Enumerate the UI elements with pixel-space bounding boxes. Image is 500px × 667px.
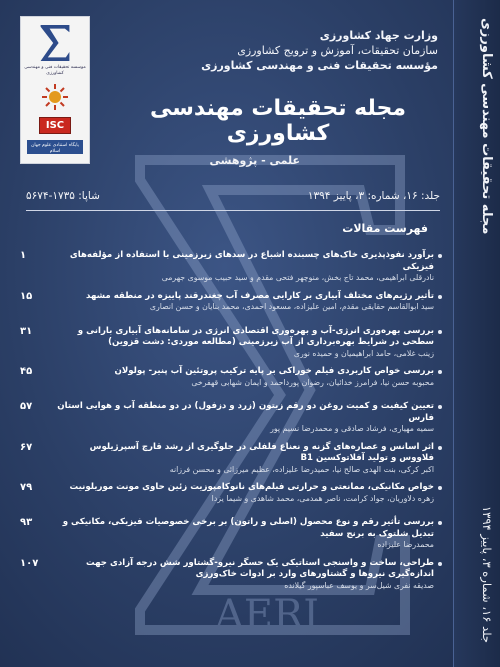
spine-issue: جلد ۱۶، شماره ۳، پاییز ۱۳۹۴ [480,505,494,643]
article-page: ۱۵ [20,290,33,302]
bullet-icon [438,330,442,334]
article-item [20,517,442,551]
article-page: ۹۳ [20,517,33,528]
article-page: ۱۰۷ [20,557,39,569]
article-title: بررسی تأثیر رقم و نوع محصول (اصلی و راتون) بر برخی خصوصیات فیزیکی، مکانیکی و تبدیل شلتوک به برنج سفید [62,517,434,539]
article-page: ۳۱ [20,325,33,337]
publisher-header [98,28,438,73]
article-authors: زینب غلامی، حامد ابراهیمیان و حمیده نوری [293,348,434,358]
article-item [20,250,442,284]
institute-name: موسسه تحقیقات فنی و مهندسی کشاورزی [24,65,86,76]
bullet-icon [438,521,442,525]
spine-title: مجله تحقیقات مهندسی کشاورزی [479,18,494,235]
bullet-icon [438,295,442,299]
isc-logo: ISC [39,117,71,134]
watermark-text: AERI [215,592,320,638]
article-title: خواص مکانیکی، ممانعتی و حرارتی فیلم‌های نانوکامپوزیت زئین حاوی مونت موریلونیت [69,482,434,492]
issue-row [26,190,440,206]
bullet-icon [438,370,442,374]
article-authors: نادرقلی ابراهیمی، محمد تاج بخش، منوچهر فتحی مقدم و سید حبیب موسوی جهرمی [161,273,434,282]
article-item [20,558,442,592]
bullet-icon [438,254,442,258]
institute-title: مؤسسه تحقیقات فنی و مهندسی کشاورزی [201,59,438,72]
sun-emblem-icon [41,83,69,111]
article-authors: محمدرضا علیزاده [377,540,434,549]
organization-name: سازمان تحقیقات، آموزش و ترویج کشاورزی [237,44,438,57]
article-title: برآورد نفوذپذیری خاک‌های چسبنده اشباع در سدهای زیرزمینی با استفاده از مؤلفه‌های فیزیکی [69,250,434,272]
article-page: ۵۷ [20,401,33,412]
article-item [20,482,442,510]
toc-title: فهرست مقالات [342,222,428,235]
article-title: بررسی بهره‌وری انرژی-آب و بهره‌وری اقتصادی انرژی در سامانه‌های آبیاری بارانی و سطحی در شرایط بهره‌برداری از آب زیرزمینی (مطالعه موردی: دشت قزوین) [77,325,434,347]
bullet-icon [438,486,442,490]
article-authors: زهره دلاوریان، جواد کرامت، ناصر همدمی، محمد شاهدی و شیما یزدا [211,493,434,503]
article-item [20,401,442,435]
article-authors: سمیه مهیاری، فرشاد صادقی و محمدرضا نسیم پور [270,424,434,433]
article-page: ۴۵ [20,366,33,377]
article-page: ۷۹ [20,482,33,493]
article-item [20,326,442,360]
article-authors: سید ابوالقاسم حقایقی مقدم، امین علیزاده، مسعود احمدی، محمد بنایان و حسن انصاری [149,302,434,311]
article-item [20,442,442,476]
bullet-icon [438,405,442,409]
article-authors: اکبر کرکی، بنت الهدی صالح نیا، حمیدرضا علیزاده، عظیم میرزائی و محسن فرزانه [169,464,434,474]
article-title: تأثیر رژیم‌های مختلف آبیاری بر کارایی مصرف آب چغندرقند پاییزه در منطقه مشهد [86,290,434,301]
bullet-icon [438,446,442,450]
article-title: اثر اسانس و عصاره‌های گزنه و نعناع فلفلی در جلوگیری از رشد قارچ آسپرژیلوس فلاووس و تولید آفلاتوکسین B1 [89,441,434,463]
article-page: ۶۷ [20,441,33,453]
divider [26,210,440,211]
article-title: تعیین کیفیت و کمیت روغن دو رقم زیتون (زرد و دزفول) در دو منطقه آب و هوایی استان فارس [57,401,434,423]
article-item [20,291,442,319]
institute-logo-icon [37,23,73,63]
isc-footer-text: پایگاه استنادی علوم جهان اسلام [31,143,79,154]
issn: شاپا: ۱۷۳۵-۵۶۷۴ [26,190,100,202]
article-authors: صدیقه نفری شیل‌سر و یوسف عباسپور گیلانده [284,580,434,590]
ministry-name: وزارت جهاد کشاورزی [319,29,438,42]
article-authors: محبوبه حسن نیا، فرامرز خدائیان، رضوان پورداحمد و ایمان شهابی قهفرخی [191,377,434,387]
issue-info: جلد: ۱۶، شماره: ۳، پاییز ۱۳۹۴ [307,190,440,202]
article-list [20,250,442,598]
spine [453,0,500,667]
article-title: بررسی خواص کاربردی فیلم خوراکی بر پایه ترکیب پروتئین آب پنیر- پولولان [114,366,434,376]
isc-footer-logo [27,140,83,154]
article-page: ۱ [20,250,27,261]
article-item [20,366,442,394]
journal-title: مجله تحقیقات مهندسی کشاورزی [150,96,406,146]
logo-panel [20,16,90,164]
article-title: طراحی، ساخت و واسنجی استاتیکی یک حسگر نیرو-گشتاور شش درجه آزادی جهت اندازه‌گیری نیروها و گشتاورهای وارد بر ادوات خاک‌ورزی [86,557,434,579]
bullet-icon [438,562,442,566]
journal-subtitle: علمی - پژوهشی [209,154,300,167]
